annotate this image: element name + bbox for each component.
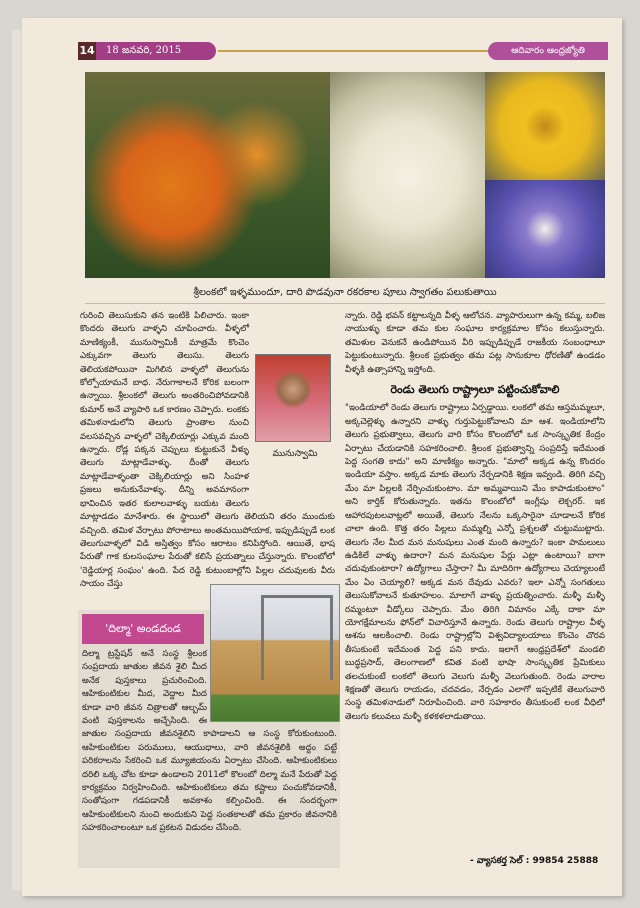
left-column [80,310,335,610]
publication-name: ఆదివారం ఆంధ్రజ్యోతి [488,42,608,60]
portrait-photo [255,354,331,442]
page-header [78,42,608,60]
portrait-caption: మునుస్వామి [272,449,318,459]
photo-museum-building [210,584,340,722]
photo-orange-flowers [85,72,330,278]
author-byline: - వ్యాసకర్త సెల్ : 99854 25888 [470,856,599,866]
photo-blue-lotus [485,180,605,278]
sidebar-box-body: దిల్మా ట్రస్టేషన్ అనే సంస్థ శ్రీలంక సంప్రదాయ జాతుల జీవన శైలి మీద అనేక పుస్తకాలు ప్రచురించింది. ఆహికుంటికుల మీద, వెద్దాల మీద కూడా వారి జీవన చిత్రాలతో ఆల్బమ్ వంటి పుస్తకాలను అచ్చేసింది. ఈ జాతుల సంప్రదాయ జీవనశైలిని కాపాడాలని ఆ సంస్థ కోరుకుంటుంది. ఆహికుంటికుల పరుములు, ఆయుధాలు, వారి జీవనశైలికి అద్దం పట్టే పరికరాలను సేకరించి ఒక మ్యూజియంను ఏర్పాటు చేసింది. ఆహికుంటికులు దరిలి ఒక్క చోట కూడా ఉండాలని 2011లో కొలంబో దిల్మా మనే పేరుతో పెద్ద కార్యక్రమం నిర్వహించింది. ఆహికుంటికులు తమ కష్టాలు పంచుకోవడానికీ, సంతోషంగా గడపడానికీ అవకాశం కల్పించింది. ఈ సందర్భంగా ఆహికుంటికులని నుంచి అందుకుని పెద్ద సంతకాలతో తమ ప్రకారం జీవనానికి సహకరించాలంటూ ఒక ప్రకటన విడుదల చేసింది. [82,649,337,834]
photo-white-flowers [330,72,485,278]
sidebar-box-heading: 'దిల్మా' అండదండ [82,614,204,644]
inset-portrait [255,354,335,494]
left-column-text: గురించి తెలుసుకుని తన ఇంటికి పిలిచారు. ఇంకా కొందరు తెలుగు వాళ్ళని చూపించారు. వీళ్ళలో మాణిక్యంకీ, మునుస్వామికీ మాత్రమే కొంచెం ఎక్కువగా తెలుగు తెలుసు. తెలుగు తెలియకపోయినా మిగిలిన వాళ్ళలో తెలుగును కోల్పోయామనే బాధ. నేరుగాకాలనే కోరిక బలంగా ఉన్నాయి. శ్రీలంకలో తెలుగు అంతరించిపోవడానికి కుమార్ అనే వ్యాపారి ఒక కారణం చెప్పారు. లంకకు తమిళనాడులోని తెలుగు ప్రాంతాల నుంచి వలసవచ్చిన వాళ్ళలో చెక్కిలియార్లు ఎక్కువ మంది ఉన్నారు. రోడ్ల పక్కన చెప్పులు కుట్టుకునే వీళ్ళు తెలుగు మాట్లాడేవాళ్ళు. దీంతో తెలుగు మాట్లాడేవాళ్ళంతా చెక్కిలియార్లు అని సింహళ ప్రజలు అనుకునేవాళ్ళు. దీన్ని అవమానంగా భావించిన ఇతర కులాలవాళ్ళు బయట తెలుగు మాట్లాడడం మానేశారు. ఈ స్థాయిలో తెలుగు తెలియని తరం ముందుకు వచ్చింది. తమిళ వేర్పాటు పోరాటాలు అంతమయిపోయాక, ఇప్పుడిప్పుడే లంక తెలుగువాళ్ళలో విడి అస్తిత్వం కోసం ఆరాటం కనిపిస్తోంది. ఆయితే, భాష పేరుతో గాక కులసంఘాల పేరుతో కలిసే ప్రయత్నాలు చేస్తున్నారు. కొలంబోలో 'రెడ్డియార్ల సంఘం' ఉంది. పేద రెడ్డి కుటుంబాల్లోని పిల్లల చదువులకు వీరు సాయం చేస్తు [80,311,335,590]
right-column-body: "ఇండియాలో రెండు తెలుగు రాష్ట్రాలు ఏర్పడ్డాయి. లంకలో తమ ఆస్తమమ్మలూ, అక్కచెల్లెళ్ళు ఉన్నారని వాళ్ళు గుర్తుపెట్టుకోవాలని మా ఆశ. ఇండియాలోని తెలుగు ప్రభుత్వాలు, తెలుగు వారి కోసం కొలంబోలో ఒక సాంస్కృతిక కేంద్రం ఏర్పాటు చేయడానికి సహకరించాలి. శ్రీలంక ప్రభుత్వాన్ని సంప్రదిస్తే ఇదేమంత పెద్ద సంగతి కాదు" అని మాణిక్యం అన్నారు. "మాలో అక్కడ ఉన్న కొందరం ఇండియా వస్తాం. అక్కడ మాకు తెలుగు నేర్పడానికి శిక్షణ ఇవ్వండి. తిరిగి వచ్చి మేం మా పిల్లలకి నేర్పించుకుంటాం. మా అమ్మవాయిని మేం కాపాడుకుంటాం" అని కార్తిక్ కోరుతున్నారు. ఇతను కొలంబోలో ఇంగ్లీషు లెక్చరర్. ఇక ఆహారపుటలవాట్లలో అయితే, తెలుగు నేలను ఒక్కసారైనా చూడాలనే కోరిక చాలా ఉంది. కొత్త తరం పిల్లలు మమ్మల్ని ఎన్నో ప్రశ్నలతో చుట్టుముట్టారు. తెలుగు నేల మీద మన మనుషులు ఎంత మంది ఉన్నారు? ఇంకా పామలులు ఉడికిలే వాళ్ళు ఉదారా? మన మనుషుల పేర్లు ఎట్లా ఉంటాయి? బాగా చదువుకుంటారా? ఉద్యోగాలు చేస్తారా? మీ మాదిరిగా ఉద్యోగాలు చెయ్యాలంటే మేం ఏం చెయ్యాలి? అక్కడ మన దేవుడు ఎవరు? ఇలా ఎన్నో సంగతులు తెలుసుకోవాలనే కుతూహలం. మాలాగే వాళ్ళు ప్రయత్నించారు. మళ్ళీ మళ్ళీ రమ్మంటూ వీడ్కోలు చెప్పారు. మేం తిరిగి విమానం ఎక్కే దాకా మా యోగక్షేమాలను ఫోన్‌లో విచారిస్తూనే ఉన్నారు. రెండు తెలుగు రాష్ట్రాల వీళ్ళ ఆశను ఆలకించాలి. రెండు రాష్ట్రాల్లోని విశ్వవిద్యాలయాలు కొంచెం చొరవ తీసుకుంటే ఇదేమంత పెద్ద పని కాదు. ఇలాగే ఆంధ్రప్రదేశ్‌లో మండలి బుద్ధప్రసాద్, తెలంగాణలో కవిత వంటి భాషా సాంస్కృతిక ప్రేమికులు తలచుకుంటే లంకలో తెలుగు వెలుగు మళ్ళీ వెలుగుతుంది. రెండు వారాల శిక్షణతో తెలుగు రాయడం, చదవడం, నేర్పడం ఎలాగో ఇప్పటికే తెలుగువారి సంస్థ తమిళనాడులో నిరూపించింది. వారి సహకారం తీసుకుంటే లంక వీధిలో తెలుగు కలువలు మళ్ళీ కళకళలాడుతాయి. [345,403,605,722]
section-heading: రెండు తెలుగు రాష్ట్రాలూ పట్టించుకోవాలి [390,383,560,397]
page-number: 14 [78,42,96,60]
header-rule [218,50,488,52]
photo-caption: శ్రీలంకలో ఇళ్ళముందూ, దారి పొడవునా రకరకాల పూలు స్వాగతం పలుకుతాయి [85,282,605,304]
right-column [345,310,605,855]
issue-date: 18 జనవరి, 2015 [96,42,216,60]
right-column-intro: న్నారు. రెడ్డి భవన్ కట్టాలన్నది వీళ్ళ ఆలోచన. వ్యాపారులుగా ఉన్న కమ్మ, బలిజ నాయుళ్ళు కూడా తమ కుల సంఘాల కార్యక్రమాల కోసం కలుస్తున్నారు. తమిళుల వెనుకనే ఉండిపోయిన వీరి ఇప్పుడిప్పుడే రాజకీయ సంబంధాలూ పెట్టుకుంటున్నారు. శ్రీలంక ప్రభుత్వం తమ పట్ల సానుకూల ధోరణితో ఉండడం వీళ్ళకి ఉత్సాహాన్ని ఇస్తోంది. [345,311,605,375]
photo-yellow-flower [485,72,605,180]
